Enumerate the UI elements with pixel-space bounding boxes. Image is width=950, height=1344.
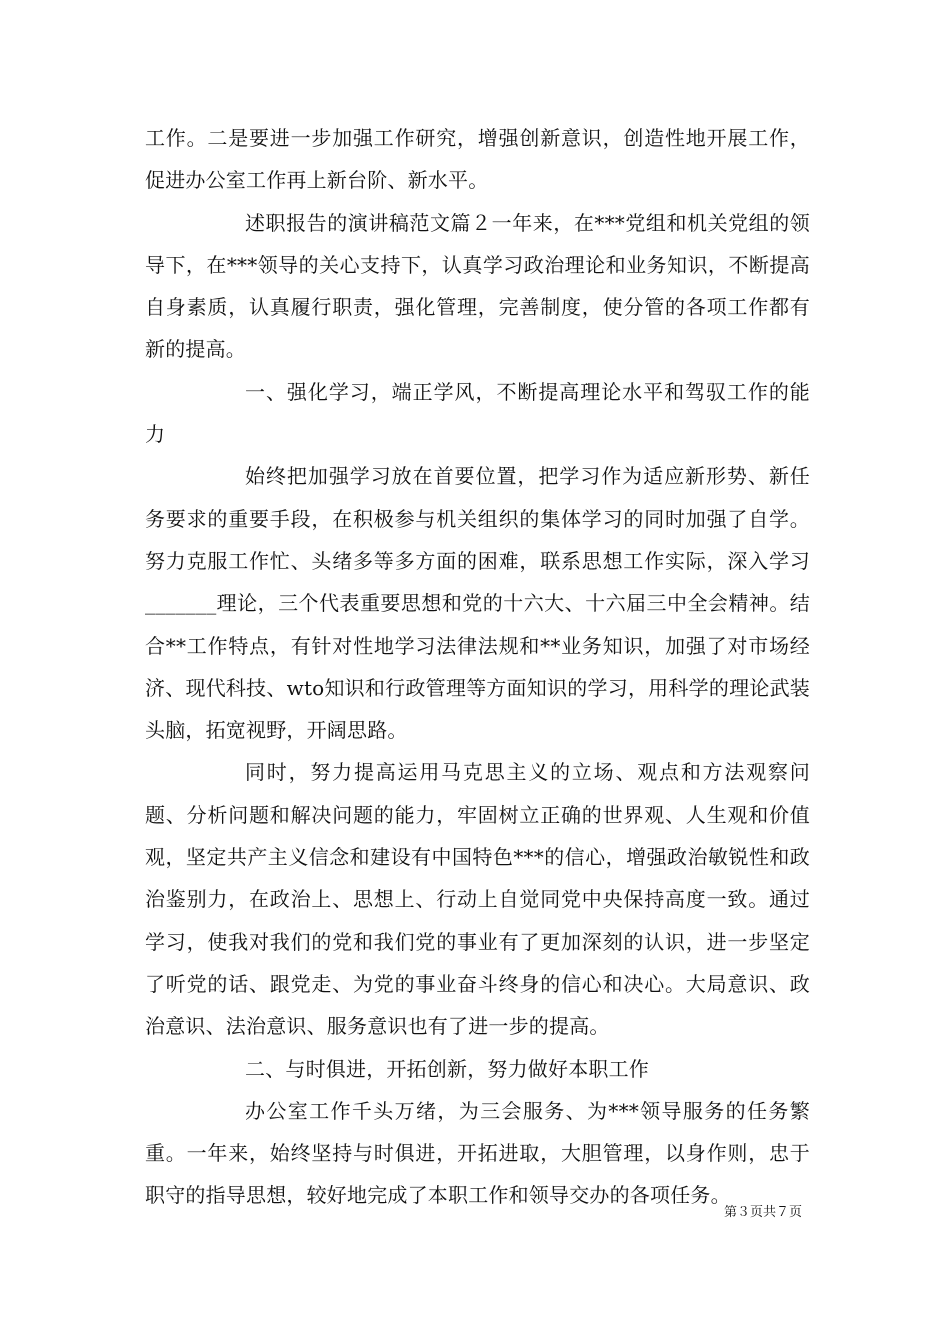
section-heading-2: 二、与时俱进，开拓创新，努力做好本职工作 — [245, 1056, 649, 1081]
page-number: 第３页共７页 — [723, 1205, 802, 1220]
paragraph-1: 工作。二是要进一步加强工作研究，增强创新意识，创造性地开展工作，促进办公室工作再上新台阶、新水平。 — [145, 126, 810, 193]
paragraph-4: 同时，努力提高运用马克思主义的立场、观点和方法观察问题、分析问题和解决问题的能力，牢固树立正确的世界观、人生观和价值观，坚定共产主义信念和建设有中国特色***的信心，增强政治敏锐性和政治鉴别力，在政治上、思想上、行动上自觉同党中央保持高度一致。通过学习，使我对我们的党和我们党的事业有了更加深刻的认识，进一步坚定了听党的话、跟党走、为党的事业奋斗终身的信心和决心。大局意识、政治意识、法治意识、服务意识也有了进一步的提高。 — [145, 760, 810, 1039]
paragraph-3: 始终把加强学习放在首要位置，把学习作为适应新形势、新任务要求的重要手段，在积极参与机关组织的集体学习的同时加强了自学。努力克服工作忙、头绪多等多方面的困难，联系思想工作实际，深入学习_______理论，三个代表重要思想和党的十六大、十六届三中全会精神。结合**工作特点，有针对性地学习法律法规和**业务知识，加强了对市场经济、现代科技、wto知识和行政管理等方面知识的学习，用科学的理论武装头脑，拓宽视野，开阔思路。 — [145, 464, 810, 743]
section-heading-1: 一、强化学习，端正学风，不断提高理论水平和驾驭工作的能力 — [145, 379, 810, 447]
document-body — [145, 117, 810, 1217]
paragraph-2: 述职报告的演讲稿范文篇２一年来，在***党组和机关党组的领导下，在***领导的关心支持下，认真学习政治理论和业务知识，不断提高自身素质，认真履行职责，强化管理，完善制度，使分管的各项工作都有新的提高。 — [145, 210, 810, 362]
paragraph-5: 办公室工作千头万绪，为三会服务、为***领导服务的任务繁重。一年来，始终坚持与时俱进，开拓进取，大胆管理，以身作则，忠于职守的指导思想，较好地完成了本职工作和领导交办的各项任务。 — [145, 1098, 810, 1208]
